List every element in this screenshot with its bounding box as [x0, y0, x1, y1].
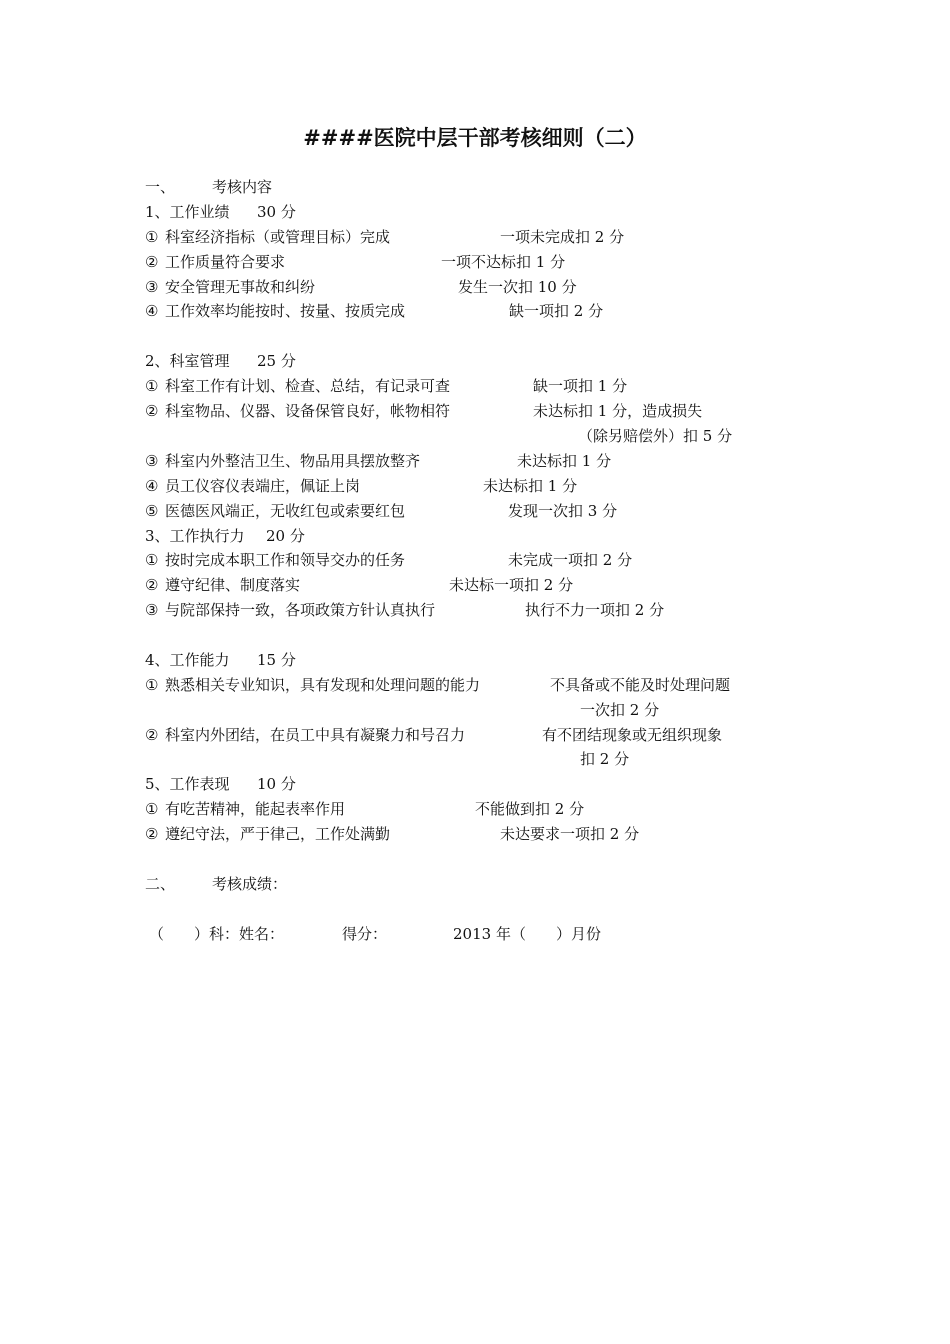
- category-title: 2、科室管理: [145, 352, 230, 370]
- item-rule: 缺一项扣 2 分: [509, 302, 604, 320]
- item-rule: 未达标扣 1 分: [517, 452, 612, 470]
- item-rule: 未完成一项扣 2 分: [508, 551, 633, 569]
- item-text: 科室内外团结，在员工中具有凝聚力和号召力: [165, 726, 466, 744]
- item-text: 按时完成本职工作和领导交办的任务: [165, 551, 406, 569]
- item-marker: ②: [145, 253, 159, 271]
- item-text: 科室物品、仪器、设备保管良好，帐物相符: [165, 402, 451, 420]
- category-title: 5、工作表现: [145, 775, 230, 793]
- item-rule: 一项不达标扣 1 分: [441, 253, 566, 271]
- item-text: 工作质量符合要求: [165, 253, 286, 271]
- item-rule: 不具备或不能及时处理问题: [550, 676, 731, 694]
- category-title: 4、工作能力: [145, 651, 230, 669]
- item-text: 与院部保持一致，各项政策方针认真执行: [165, 601, 436, 619]
- item-rule: 发现一次扣 3 分: [508, 502, 618, 520]
- item-rule: 有不团结现象或无组织现象: [542, 726, 723, 744]
- item-text: 熟悉相关专业知识，具有发现和处理问题的能力: [165, 676, 481, 694]
- item-marker: ①: [145, 228, 159, 246]
- item-rule: 发生一次扣 10 分: [458, 278, 577, 296]
- item-rule: 一项未完成扣 2 分: [500, 228, 625, 246]
- item-marker: ④: [145, 302, 159, 320]
- item-text: 科室内外整洁卫生、物品用具摆放整齐: [165, 452, 421, 470]
- item-marker: ③: [145, 278, 159, 296]
- item-text: 有吃苦精神，能起表率作用: [165, 800, 346, 818]
- item-marker: ⑤: [145, 502, 159, 520]
- item-marker: ③: [145, 452, 159, 470]
- category-points: 15 分: [257, 651, 296, 669]
- item-rule: 不能做到扣 2 分: [475, 800, 585, 818]
- item-marker: ①: [145, 377, 159, 395]
- category-title: 1、工作业绩: [145, 203, 230, 221]
- section-number: 二、: [145, 875, 176, 893]
- section-label: 考核内容: [212, 178, 273, 196]
- date-field: 2013 年（ ）月份: [453, 925, 601, 943]
- item-rule-continuation: 扣 2 分: [580, 750, 630, 768]
- category-points: 20 分: [266, 527, 305, 545]
- item-text: 科室经济指标（或管理目标）完成: [165, 228, 391, 246]
- item-rule: 未达标扣 1 分: [483, 477, 578, 495]
- item-text: 员工仪容仪表端庄，佩证上岗: [165, 477, 361, 495]
- item-rule-continuation: （除另赔偿外）扣 5 分: [578, 427, 733, 445]
- item-rule-continuation: 一次扣 2 分: [580, 701, 660, 719]
- category-points: 25 分: [257, 352, 296, 370]
- section-number: 一、: [145, 178, 176, 196]
- item-text: 医德医风端正，无收红包或索要红包: [165, 502, 406, 520]
- item-marker: ①: [145, 676, 159, 694]
- category-title: 3、工作执行力: [145, 527, 245, 545]
- item-marker: ①: [145, 800, 159, 818]
- department-name-field: （ ）科：姓名：: [149, 925, 285, 943]
- item-rule: 未达标一项扣 2 分: [449, 576, 574, 594]
- item-text: 安全管理无事故和纠纷: [165, 278, 316, 296]
- item-text: 科室工作有计划、检查、总结，有记录可查: [165, 377, 451, 395]
- item-rule: 未达要求一项扣 2 分: [500, 825, 640, 843]
- item-marker: ②: [145, 576, 159, 594]
- category-points: 30 分: [257, 203, 296, 221]
- item-rule: 缺一项扣 1 分: [533, 377, 628, 395]
- document-title: ####医院中层干部考核细则（二）: [303, 126, 647, 150]
- item-marker: ③: [145, 601, 159, 619]
- score-field: 得分：: [342, 925, 388, 943]
- item-marker: ④: [145, 477, 159, 495]
- item-rule: 执行不力一项扣 2 分: [525, 601, 665, 619]
- item-text: 工作效率均能按时、按量、按质完成: [165, 302, 406, 320]
- item-text: 遵守纪律、制度落实: [165, 576, 301, 594]
- category-points: 10 分: [257, 775, 296, 793]
- item-rule: 未达标扣 1 分，造成损失: [533, 402, 703, 420]
- section-label: 考核成绩：: [212, 875, 288, 893]
- item-marker: ②: [145, 402, 159, 420]
- item-text: 遵纪守法，严于律己，工作处满勤: [165, 825, 391, 843]
- item-marker: ②: [145, 825, 159, 843]
- item-marker: ②: [145, 726, 159, 744]
- item-marker: ①: [145, 551, 159, 569]
